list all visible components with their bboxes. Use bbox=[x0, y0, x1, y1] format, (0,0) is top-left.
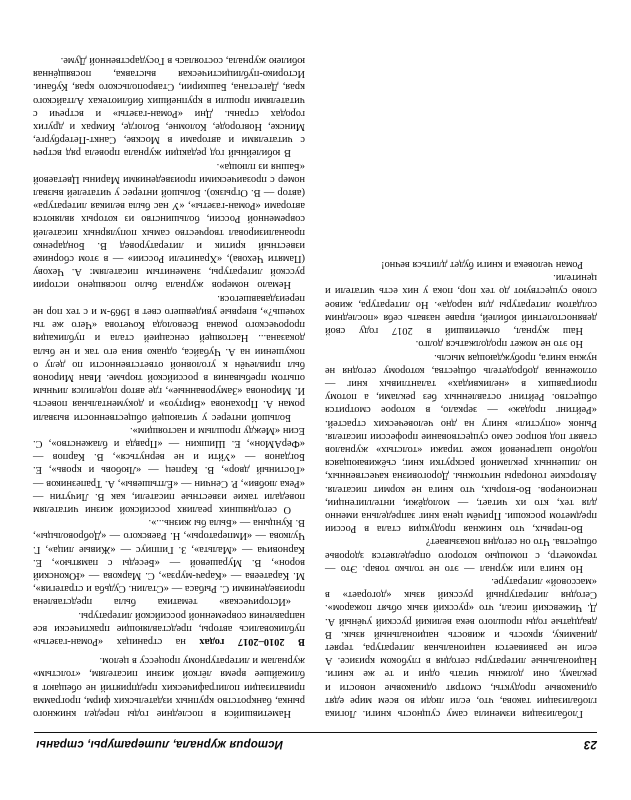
paragraph: «Историческая» тематика была представлена произведениями С. Рыбаса — «Сталин. Судьба и стратегия», М. Каратеева — «Карач-мурза», С. Маркова — «Юконский ворон», В. Мурашевой — «Беседы с памятью», Е. Карновича — «Мальта», З. Гиппиус — «Живые лица», Г. Чулкова — «Императоры», Н. Раевского — «Добровольцы», В. Кунцына — «Была бы жизнь...». bbox=[33, 517, 305, 608]
paragraph: Роман человека и книги будет длиться вечно! bbox=[381, 259, 583, 271]
paragraph: О сегодняшних реалиях российской жизни читателям поведали такие известные писатели, как В. Личутин — «Река любви», Р. Сенчин — «Ёлтышевы», А. Трапезников — «Гостиный двор», В. Карпец — «Любовь и кровь», Е. Богданов — «Уйти и не вернуться», В. Карпов — «ФерАМон», Е. Шишкин — «Правда и блаженство», С. Есин «Между прошлым и настоящим». bbox=[33, 424, 305, 515]
paragraph: В юбилейный год редакции журнала провела ряд встреч с читателями и авторами в Москве, Санкт-Петербурге, Минске, Новгороде, Коломне, Вологде, Кимрах и других городах страны. Дни «Роман-газеты» и встречи с читателями прошли в крупнейших библиотеках Алтайского края, Дагестана, Башкирии, Ставропольского края, Кубани. Историко-публицистическая выставка, посвящённая юбилею журнала, состоялась в Государственной Думе. bbox=[33, 55, 305, 159]
paragraph: Наш журнал, отметивший в 2017 году свой девяностолетний юбилей, вправе назвать себя «последним солдатом литературы для народа». Но литература, живое слово существуют до тех пор, пока у них есть читатели и ценители. bbox=[325, 272, 597, 337]
page-number: 23 bbox=[583, 738, 597, 751]
running-head bbox=[34, 736, 597, 762]
paragraph: Большой интерес у читающей общественности вызвали роман А. Проханова «Виртуоз» и документальная повесть И. Миронова «Замурованные», где автор поделился личным опытом пребывания в российской тюрьме. Иван Миронов был привлечён к уголовной ответственности по делу о покушении на А. Чубайса, однако вина его так и не была доказана... Настоящей сенсацией стала и публикация пророческого романа Всеволода Кочетова «Чего же ты хочешь?», впервые увидевшего свет в 1969-м и с тех пор не переиздававшегося. bbox=[33, 292, 305, 423]
paragraph: Немало номеров журнала было посвящено истории русской литературы, знаменитым писателям: А. Чехову (Памяти Чехова), «Хранители России» — в этом сборнике известный критик и литературовед В. Бондаренко проанализировал творчество самых популярных писателей современной России, большинство из которых являются авторами «Роман-газеты», «У нас была великая литература» (автор — В. Огрызко). Большой интерес у читателей вызвал номер с прозаическими произведениями Марины Цветаевой «Башня из плюща». bbox=[33, 160, 305, 291]
running-head-title: История журнала, литературы, страны bbox=[36, 738, 283, 751]
bold-lead-rest: на страницах «Роман-газеты» публиковались авторы, представляющие практически все направления современной российской литературы. bbox=[33, 609, 305, 647]
bold-lead-date-range: В 2010–2017 годах bbox=[199, 635, 305, 647]
column-right bbox=[33, 44, 305, 720]
text-columns bbox=[34, 44, 597, 720]
bold-lead-paragraph bbox=[33, 608, 305, 648]
paragraph: Наметившийся в последние годы передел книжного рынка, банкротство крупных издательских фирм, программа приватизации полиграфических предприятий не обещают в ближайшее время лёгкой жизни писателям, «толстым» журналам и литературному процессу в целом. bbox=[33, 655, 305, 719]
running-head-rule bbox=[34, 732, 597, 733]
paragraph: Но книга или журнал — это не только товар. Это — термометр, с помощью которого определяется здоровье общества. Что он сегодня показывает? bbox=[325, 536, 597, 574]
column-left bbox=[325, 44, 597, 720]
paragraph: Глобализация изменила саму сущность книги. Логика глобализации такова, что, если люди во всем мире едят одинаковые продукты, смотрят одинаковые новости и рекламу, они должны читать одни и те же книги. Национальные литературы сегодня в глубоком кризисе. А если не развивается национальная литература, теряет динамику, яркость и живость национальный язык. В двадцатые годы прошлого века великий русский учёный А. Д. Чижевский писал, что «русский язык объят пожаром». Сегодня литературный русский язык «догорает» в «массовой» литературе. bbox=[325, 575, 597, 719]
paragraph: Но это не может продолжаться долго. bbox=[415, 338, 583, 350]
paragraph: Во-первых, что книжная продукция стала в России предметом роскоши. Причём цена книг запредельна именно для тех, кто их читает, — молодёжи, интеллигенции, пенсионеров. Во-вторых, что книга не кормит писателя. Авторские гонорары ничтожны. Дороговизна качественных, но лишенных рекламной раскрутки книг, съёживающаяся подобно шагреневой коже тиражи «толстых» журналов ставят под вопрос само существование профессии писателя. Рынок «опустил» книгу на дно человеческих страстей. «Рейтинг продаж» — зеркало, в которое смотрится общество. Рейтинг оставленных без реклами, а потому проигравших в «неликвидах» талантливых книг — отложенная добродетель общества, которому сегодня не нужна книга, пробуждающая мысль. bbox=[325, 351, 597, 535]
